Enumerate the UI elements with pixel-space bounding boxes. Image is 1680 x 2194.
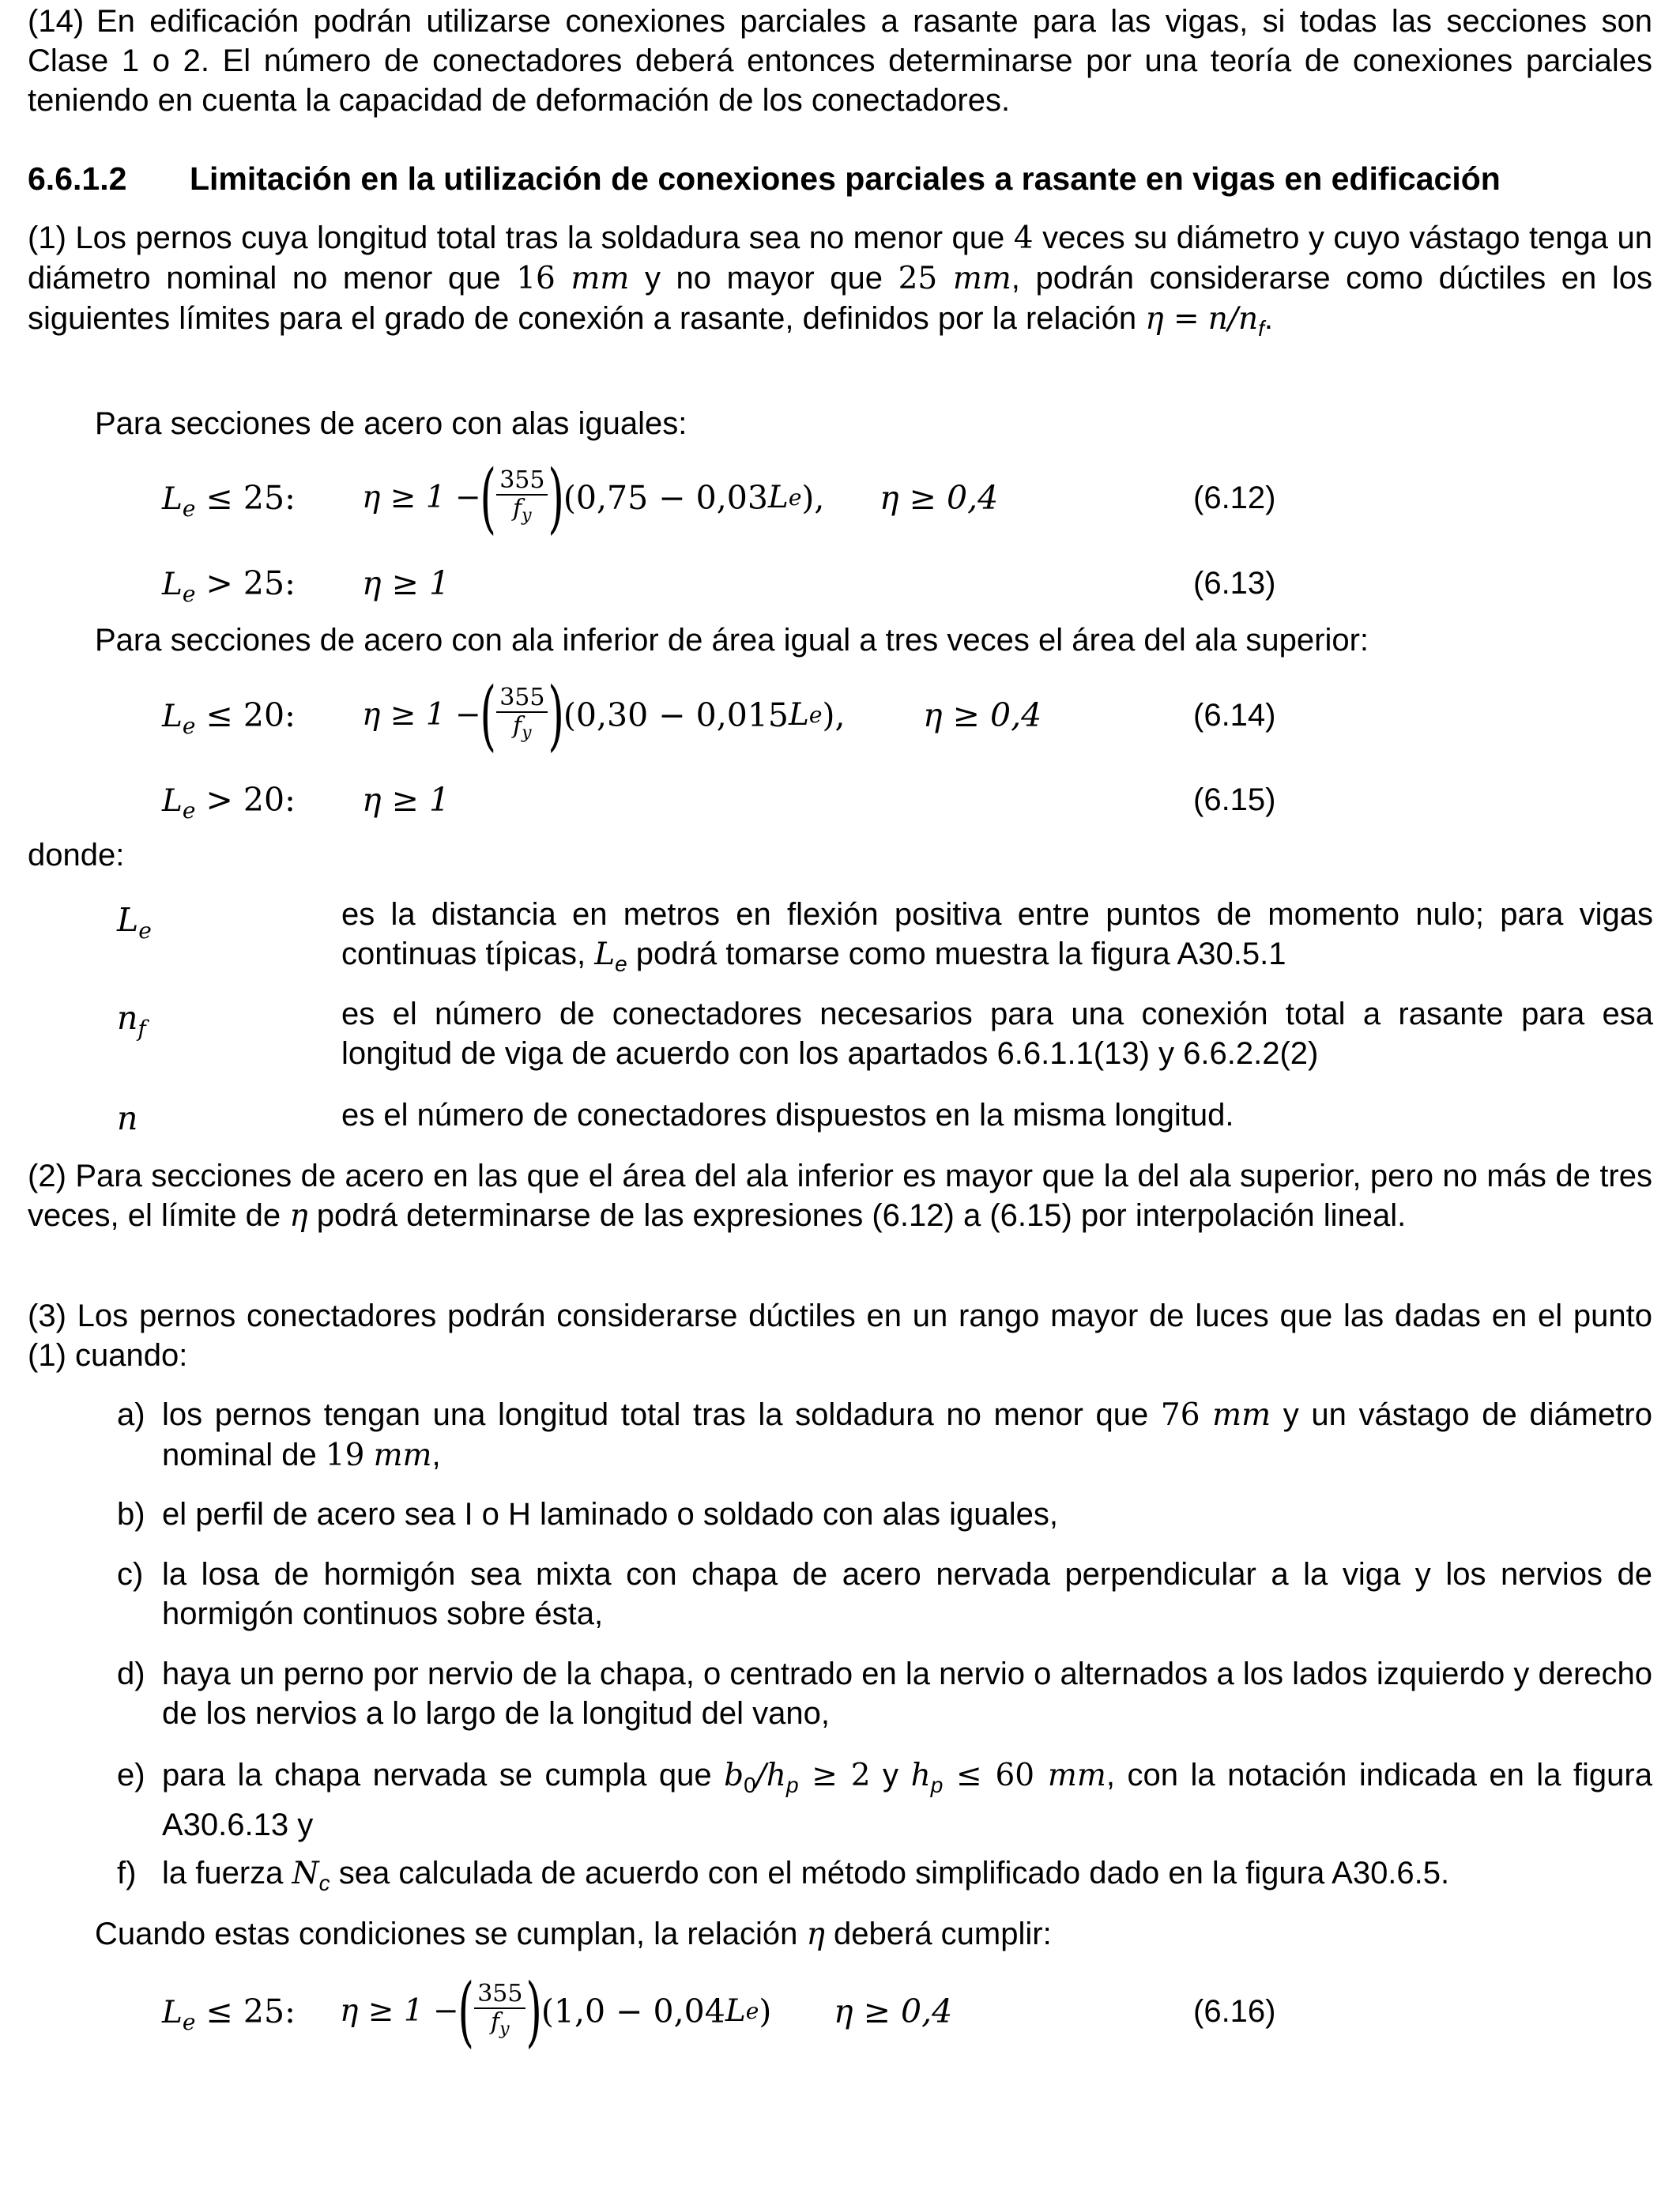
list-item-label: e) [117,1758,145,1793]
section-heading [28,159,1671,198]
section-number: 6.6.1.2 [28,160,127,197]
list-item-text: la fuerza $N_c$ sea calculada de acuerdo con el método simplificado dado en la figura A30.6.5. [162,1856,1450,1895]
equation-condition: $L_e \le 25$: [162,479,296,522]
paragraph-number: (14) [28,4,85,39]
equation-number: (6.13) [1193,566,1276,601]
paragraph-14-text: En edificación podrán utilizarse conexiones parciales a rasante para las vigas, si todas las secciones son Clase 1 o 2. El número de conectadores deberá entonces determinarse por una teoría de conexiones parciales teniendo en cuenta la capacidad de deformación de los conectadores. [28,4,1652,118]
paragraph-1: (1) Los pernos cuya longitud total tras la soldadura sea no menor que 4 veces su diámetro y cuyo vástago tenga un diámetro nominal no menor que 16 mm y no mayor que 25 mm, podrán considerarse como dúctiles en los siguientes límites para el grado de conexión a rasante, definidos por la relación $\eta = n/n_f$. [28,221,1653,341]
equation-expression: η ≥ 1 [362,781,450,819]
equation-expression: η ≥ 1 − ( $\frac{355}{f_y}$ ) (0,75 − 0,03 L e ), [362,454,825,542]
list-item-label: d) [117,1657,145,1691]
equation-expression: η ≥ 1 − ( $\frac{355}{f_y}$ ) (0,30 − 0,015 L e ), [362,671,846,760]
list-item-text: la losa de hormigón sea mixta con chapa de acero nervada perpendicular a la viga y los nervios de hormigón continuos sobre ésta, [162,1557,1652,1631]
equation-number: (6.14) [1193,698,1276,733]
definition-symbol-le: $L_e$ [117,901,152,944]
equation-number: (6.15) [1193,782,1276,817]
equation-constraint: η ≥ 0,4 [880,479,999,517]
list-item-label: a) [117,1397,145,1432]
triple-flange-intro: Para secciones de acero con ala inferior de área igual a tres veces el área del ala superior: [95,623,1369,658]
list-item-label: f) [117,1856,137,1891]
equation-number: (6.16) [1193,1994,1276,2029]
paragraph-3: (3) Los pernos conectadores podrán considerarse dúctiles en un rango mayor de luces que las dadas en el punto (1) cuando: [28,1299,1652,1373]
list-item-text: haya un perno por nervio de la chapa, o centrado en la nervio o alternados a los lados izquierdo y derecho de los nervios a lo largo de la longitud del vano, [162,1657,1652,1731]
equation-condition: $L_e \le 25$: [162,1992,296,2035]
definition-le: es la distancia en metros en flexión positiva entre puntos de momento nulo; para vigas continuas típicas, $L_e$ podrá tomarse como muestra la figura A30.5.1 [341,897,1653,976]
list-item-label: c) [117,1557,144,1592]
definition-symbol-n: n [117,1099,138,1137]
equation-condition: $L_e \le 20$: [162,696,296,739]
conditions-intro: Cuando estas condiciones se cumplan, la relación η deberá cumplir: [95,1917,1052,1952]
equation-condition: $L_e > 20$: [162,781,296,824]
list-item-text: para la chapa nervada se cumpla que $b_0/h_p \ge 2$ y $h_p \le 60$ mm, con la notación indicada en la figura A30.6.13 y [162,1758,1652,1842]
definition-n: es el número de conectadores dispuestos en la misma longitud. [341,1098,1234,1133]
where-label: donde: [28,838,125,873]
list-item-label: b) [117,1497,145,1532]
paragraph-2: (2) Para secciones de acero en las que el área del ala inferior es mayor que la del ala superior, pero no más de tres veces, el límite de η podrá determinarse de las expresiones (6.12) a (6.15) por interpolación lineal. [28,1159,1652,1234]
equation-constraint: η ≥ 0,4 [923,696,1042,734]
list-item-text: los pernos tengan una longitud total tras la soldadura no menor que 76 mm y un vástago de diámetro nominal de 19 mm, [162,1397,1652,1473]
definition-nf: es el número de conectadores necesarios para una conexión total a rasante para esa longitud de viga de acuerdo con los apartados 6.6.1.1(13) y 6.6.2.2(2) [341,997,1653,1071]
definition-symbol-nf: $n_f$ [117,999,146,1042]
equation-condition: $L_e > 25$: [162,564,296,607]
list-item-text: el perfil de acero sea I o H laminado o soldado con alas iguales, [162,1497,1059,1532]
equal-flanges-intro: Para secciones de acero con alas iguales: [95,406,687,441]
equation-constraint: η ≥ 0,4 [834,1992,953,2030]
equation-number: (6.12) [1193,481,1276,515]
equation-expression: η ≥ 1 − ( $\frac{355}{f_y}$ ) (1,0 − 0,04 L e ) [340,1967,772,2056]
section-title: Limitación en la utilización de conexiones parciales a rasante en vigas en edificación [190,160,1501,197]
equation-expression: η ≥ 1 [362,564,450,602]
